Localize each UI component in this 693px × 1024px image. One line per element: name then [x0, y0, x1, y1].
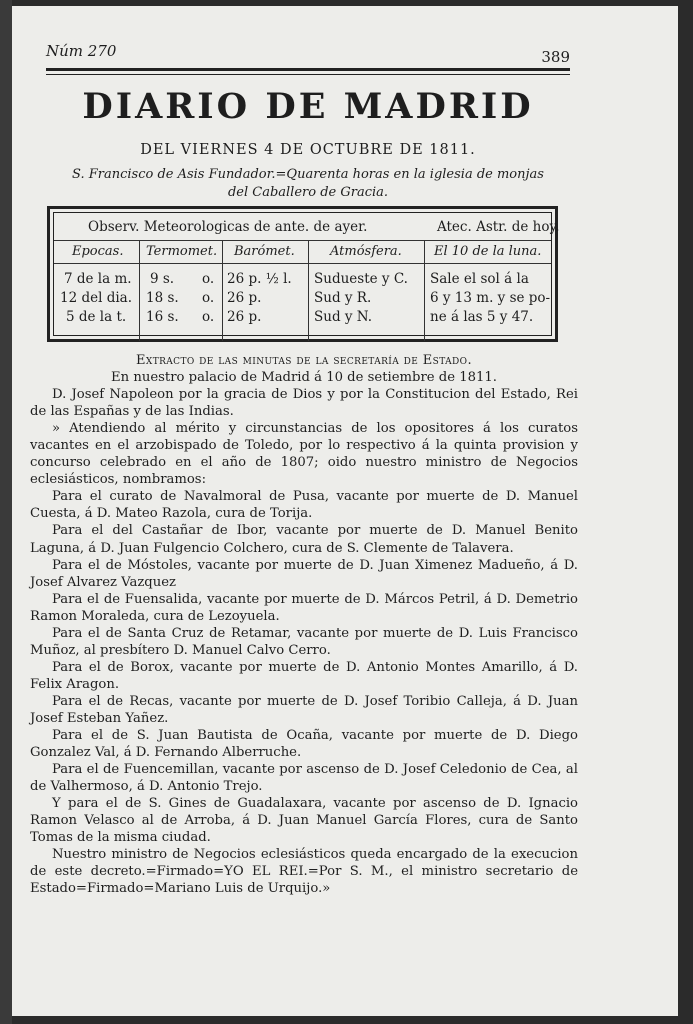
row-1-o: o.	[202, 271, 215, 287]
row-1-bar: 26 p. ½ l.	[227, 271, 292, 287]
issue-number: Núm 270	[46, 42, 117, 60]
article-paragraph: Nuestro ministro de Negocios eclesiásticos queda encargado de la execucion de este decreto.=Firmado=YO EL REI.=Por S. M., el ministro secretario de Estado=Firmado=Mariano Luis de Urquijo.»	[30, 847, 578, 897]
article-paragraph: Para el de Móstoles, vacante por muerte de D. Juan Ximenez Madueño, á D. Josef Alvarez Vazquez	[30, 557, 578, 590]
row-3-epoca: 5 de la t.	[66, 309, 127, 325]
header-rule-thin	[46, 74, 570, 75]
col-atmosfera: Atmósfera.	[330, 244, 402, 259]
row-3-temp: 16 s.	[146, 309, 179, 325]
col-termomet: Termomet.	[146, 244, 218, 259]
row-3-bar: 26 p.	[227, 309, 262, 325]
masthead-title: DIARIO DE MADRID	[82, 86, 534, 127]
article-paragraph: Para el de Fuencemillan, vacante por ascenso de D. Josef Celedonio de Cea, al de Valhermoso, á D. Antonio Trejo.	[30, 762, 578, 795]
row-1-temp: 9 s.	[150, 271, 175, 287]
place-date: En nuestro palacio de Madrid á 10 de setiembre de 1811.	[111, 370, 497, 386]
weather-rule-mid	[54, 263, 551, 264]
row-2-bar: 26 p.	[227, 290, 262, 306]
saint-line-2: del Caballero de Gracia.	[227, 185, 389, 200]
article-body	[30, 352, 578, 898]
weather-table	[47, 206, 558, 342]
header-rule-thick	[46, 68, 570, 71]
luna-line-2: 6 y 13 m. y se po-	[430, 290, 551, 306]
saint-line-1: S. Francisco de Asis Fundador.=Quarenta horas en la iglesia de monjas	[72, 167, 544, 182]
row-2-atm: Sud y R.	[314, 290, 372, 306]
article-paragraph: Para el de Borox, vacante por muerte de D. Antonio Montes Amarillo, á D. Felix Aragon.	[30, 659, 578, 692]
saint-of-day	[46, 166, 570, 202]
article-paragraph: Para el del Castañar de Ibor, vacante por muerte de D. Manuel Benito Laguna, á D. Juan Fulgencio Colchero, cura de S. Clemente de Talavera.	[30, 523, 578, 556]
col-epocas: Epocas.	[72, 244, 124, 259]
article-paragraph: Para el de Recas, vacante por muerte de D. Josef Toribio Calleja, á D. Juan Josef Esteban Yañez.	[30, 693, 578, 726]
newspaper-page	[12, 6, 678, 1016]
weather-rule-top	[54, 240, 551, 241]
dateline: DEL VIERNES 4 DE OCTUBRE DE 1811.	[140, 142, 476, 158]
weather-col-divider	[222, 241, 223, 341]
scan-edge	[0, 0, 12, 1024]
row-3-o: o.	[202, 309, 215, 325]
weather-col-divider	[139, 241, 140, 341]
luna-line-1: Sale el sol á la	[430, 271, 529, 287]
article-paragraph: Y para el de S. Gines de Guadalaxara, vacante por ascenso de D. Ignacio Ramon Velasco al de Arroba, á D. Juan Manuel García Flores, cura de Santo Tomas de la misma ciudad.	[30, 796, 578, 846]
article-paragraph: Para el de Fuensalida, vacante por muerte de D. Márcos Petril, á D. Demetrio Ramon Moraleda, cura de Lezoyuela.	[30, 591, 578, 624]
weather-table-inner	[53, 212, 560, 336]
article-title: Extracto de las minutas de la secretaría de Estado.	[136, 353, 472, 368]
row-3-atm: Sud y N.	[314, 309, 373, 325]
page-number: 389	[541, 48, 570, 66]
row-2-temp: 18 s.	[146, 290, 179, 306]
weather-col-divider	[308, 241, 309, 341]
row-2-o: o.	[202, 290, 215, 306]
article-paragraph: Para el curato de Navalmoral de Pusa, vacante por muerte de D. Manuel Cuesta, á D. Mateo Razola, cura de Torija.	[30, 489, 578, 522]
col-luna: El 10 de la luna.	[434, 244, 542, 259]
article-paragraph: Para el de Santa Cruz de Retamar, vacante por muerte de D. Luis Francisco Muñoz, al presbítero D. Manuel Calvo Cerro.	[30, 625, 578, 658]
weather-title-right: Atec. Astr. de hoy.	[437, 219, 560, 235]
article-paragraph: Para el de S. Juan Bautista de Ocaña, vacante por muerte de D. Diego Gonzalez Val, á D. Fernando Alberruche.	[30, 728, 578, 761]
row-1-epoca: 7 de la m.	[64, 271, 132, 287]
article-paragraph: D. Josef Napoleon por la gracia de Dios y por la Constitucion del Estado, Rei de las Españas y de las Indias.	[30, 387, 578, 420]
row-1-atm: Sudueste y C.	[314, 271, 408, 287]
luna-line-3: ne á las 5 y 47.	[430, 309, 534, 325]
col-baromet: Barómet.	[234, 244, 295, 259]
weather-title-left: Observ. Meteorologicas de ante. de ayer.	[88, 219, 368, 235]
article-paragraph: » Atendiendo al mérito y circunstancias de los opositores á los curatos vacantes en el arzobispado de Toledo, por lo respectivo á la quinta provision y concurso celebrado en el año de 1807; oido nuestro ministro de Negocios eclesiásticos, nombramos:	[30, 421, 578, 488]
weather-col-divider	[424, 241, 425, 341]
row-2-epoca: 12 del dia.	[60, 290, 133, 306]
